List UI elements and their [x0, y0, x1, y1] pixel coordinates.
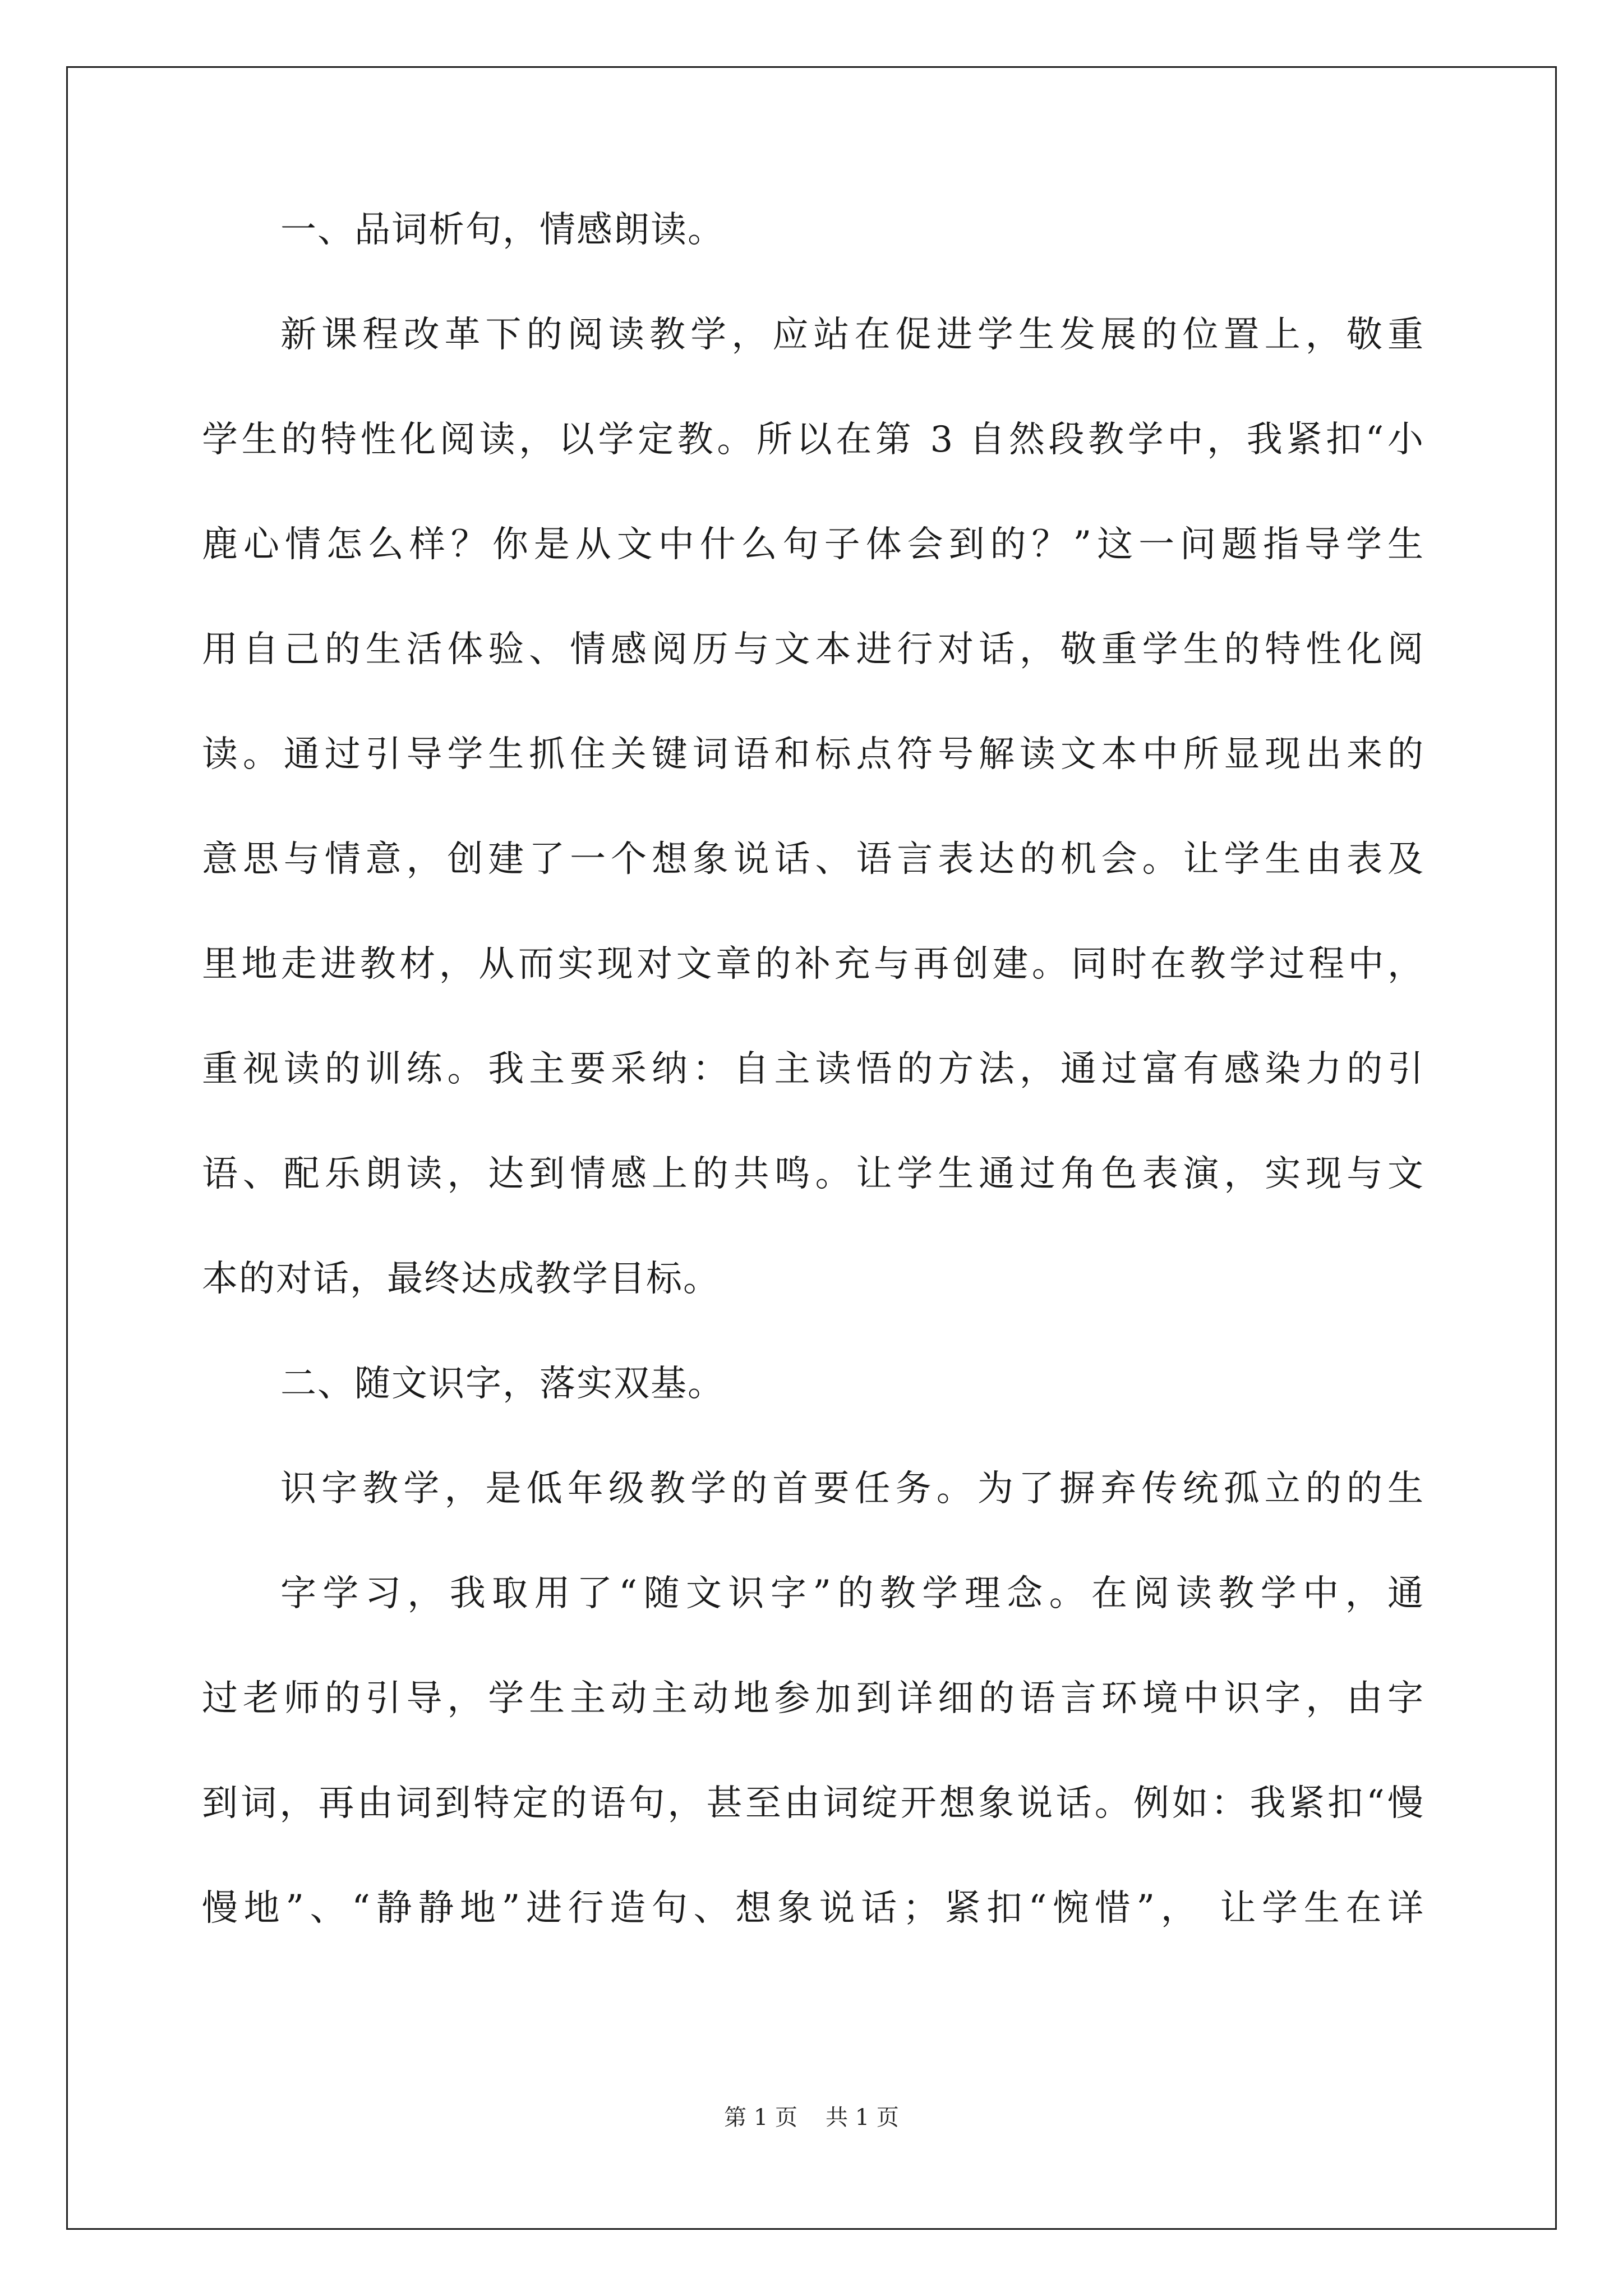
paragraph-line: 意思与情意，创建了一个想象说话、语言表达的机会。让学生由表及	[202, 839, 1424, 880]
paragraph-line: 新课程改革下的阅读教学，应站在促进学生发展的位置上，敬重	[280, 314, 1424, 356]
paragraph-line: 到词，再由词到特定的语句，甚至由词绽开想象说话。例如：我紧扣“慢	[202, 1783, 1424, 1824]
heading-2: 二、随文识字，落实双基。	[280, 1363, 725, 1405]
paragraph-line: 过老师的引导，学生主动主动地参加到详细的语言环境中识字，由字	[202, 1678, 1424, 1719]
page-number-current: 第 1 页	[724, 2105, 797, 2131]
paragraph-line: 本的对话，最终达成教学目标。	[202, 1258, 720, 1300]
paragraph-line: 学生的特性化阅读，以学定教。所以在第 3 自然段教学中，我紧扣“小	[202, 419, 1424, 461]
page-number-total: 共 1 页	[826, 2105, 899, 2131]
paragraph-line: 识字教学，是低年级教学的首要任务。为了摒弃传统孤立的的生	[280, 1468, 1424, 1510]
paragraph-line: 用自己的生活体验、情感阅历与文本进行对话，敬重学生的特性化阅	[202, 629, 1424, 670]
paragraph-line: 里地走进教材，从而实现对文章的补充与再创建。同时在教学过程中，	[202, 944, 1424, 985]
paragraph-line: 字学习，我取用了“随文识字”的教学理念。在阅读教学中，通	[280, 1573, 1424, 1614]
paragraph-line: 重视读的训练。我主要采纳：自主读悟的方法，通过富有感染力的引	[202, 1048, 1424, 1090]
heading-1: 一、品词析句，情感朗读。	[280, 209, 725, 251]
paragraph-line: 鹿心情怎么样？你是从文中什么句子体会到的？”这一问题指导学生	[202, 524, 1424, 565]
paragraph-line: 语、配乐朗读，达到情感上的共鸣。让学生通过角色表演，实现与文	[202, 1153, 1424, 1195]
page-footer	[0, 2098, 1623, 2137]
paragraph-line: 慢地”、“静静地”进行造句、想象说话；紧扣“惋惜”， 让学生在详	[202, 1888, 1424, 1929]
paragraph-line: 读。通过引导学生抓住关键词语和标点符号解读文本中所显现出来的	[202, 734, 1424, 775]
